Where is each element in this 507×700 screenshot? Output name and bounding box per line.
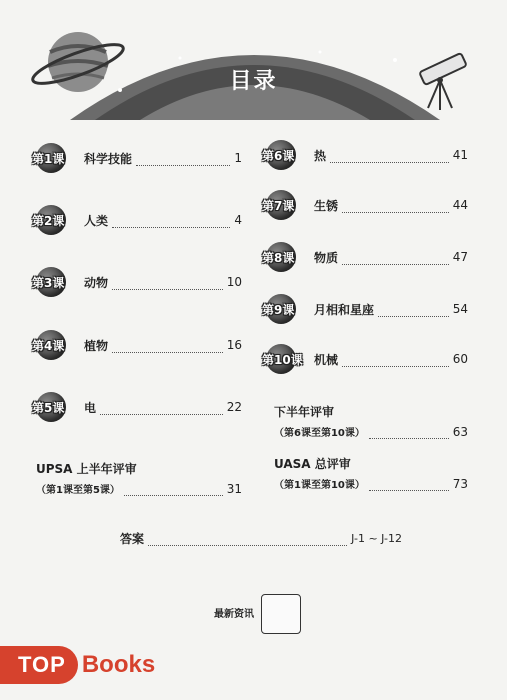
- review-range: （第1课至第5课）: [36, 485, 120, 496]
- logo-top: TOP: [0, 646, 78, 684]
- toc-entry-lesson-1[interactable]: [32, 143, 242, 173]
- review-title: UASA 总评审: [274, 457, 351, 471]
- toc-entry-lesson-3[interactable]: [32, 267, 242, 297]
- lesson-topic: 动物: [84, 275, 109, 290]
- page-number: 22: [226, 400, 242, 414]
- toc-entry-lesson-8[interactable]: [262, 242, 468, 272]
- page-number: 16: [226, 338, 242, 352]
- page-number: 31: [226, 481, 242, 496]
- toc-entry-lesson-9[interactable]: [262, 294, 468, 324]
- toc-entry-upsa-review[interactable]: [36, 460, 242, 496]
- review-title: 下半年评审: [274, 405, 335, 419]
- toc-entry-answers[interactable]: [120, 530, 402, 547]
- lesson-topic: 植物: [84, 338, 109, 353]
- lesson-badge: 第6课: [262, 140, 308, 170]
- page-number: 1: [234, 151, 242, 165]
- dot-leader: [136, 151, 230, 166]
- page-title: 目录: [229, 69, 278, 94]
- logo-books: Books: [81, 651, 156, 678]
- page-number: 63: [452, 424, 468, 439]
- page-number: 44: [452, 198, 468, 212]
- toc-entry-lesson-7[interactable]: [262, 190, 468, 220]
- dot-leader: [369, 424, 449, 439]
- review-range: （第1课至第10课）: [274, 480, 365, 491]
- dot-leader: [100, 400, 223, 415]
- toc-entry-lesson-4[interactable]: [32, 330, 242, 360]
- lesson-topic: 人类: [84, 213, 109, 228]
- lesson-topic: 电: [84, 400, 97, 415]
- lesson-topic: 科学技能: [84, 151, 133, 166]
- dot-leader: [330, 148, 449, 163]
- lesson-badge: 第2课: [32, 205, 78, 235]
- toc-entry-uasa-review[interactable]: [274, 455, 468, 491]
- space-arc-illustration: [0, 0, 507, 120]
- header-banner: [0, 0, 507, 120]
- latest-news-label: 最新资讯: [214, 609, 254, 620]
- lesson-badge: 第3课: [32, 267, 78, 297]
- dot-leader: [342, 198, 449, 213]
- qr-code-box[interactable]: [261, 594, 301, 634]
- review-range: （第6课至第10课）: [274, 428, 365, 439]
- dot-leader: [148, 531, 347, 546]
- dot-leader: [342, 250, 449, 265]
- toc-entry-lesson-6[interactable]: [262, 140, 468, 170]
- dot-leader: [124, 481, 223, 496]
- lesson-badge: 第5课: [32, 392, 78, 422]
- toc-entry-lesson-5[interactable]: [32, 392, 242, 422]
- dot-leader: [112, 275, 223, 290]
- toc-entry-second-half-review[interactable]: [274, 403, 468, 439]
- toc-entry-lesson-10[interactable]: [262, 344, 468, 374]
- lesson-topic: 物质: [314, 250, 339, 265]
- toc-entry-lesson-2[interactable]: [32, 205, 242, 235]
- lesson-badge: 第1课: [32, 143, 78, 173]
- lesson-topic: 热: [314, 148, 327, 163]
- lesson-badge: 第9课: [262, 294, 308, 324]
- page-number: 60: [452, 352, 468, 366]
- review-title: UPSA 上半年评审: [36, 462, 137, 476]
- page-number: 73: [452, 476, 468, 491]
- dot-leader: [112, 213, 230, 228]
- lesson-topic: 生锈: [314, 198, 339, 213]
- dot-leader: [378, 302, 449, 317]
- lesson-badge: 第10课: [262, 344, 308, 374]
- lesson-badge: 第8课: [262, 242, 308, 272]
- page-number: 54: [452, 302, 468, 316]
- lesson-badge: 第4课: [32, 330, 78, 360]
- lesson-badge: 第7课: [262, 190, 308, 220]
- page-number: 10: [226, 275, 242, 289]
- dot-leader: [112, 338, 223, 353]
- answers-label: 答案: [120, 532, 145, 546]
- dot-leader: [342, 352, 449, 367]
- page-number: 41: [452, 148, 468, 162]
- lesson-topic: 机械: [314, 352, 339, 367]
- lesson-topic: 月相和星座: [314, 302, 375, 317]
- dot-leader: [369, 476, 449, 491]
- page-number: 47: [452, 250, 468, 264]
- page-number: J-1 ~ J-12: [351, 532, 402, 545]
- page-number: 4: [234, 213, 242, 227]
- topbooks-logo: [0, 642, 155, 688]
